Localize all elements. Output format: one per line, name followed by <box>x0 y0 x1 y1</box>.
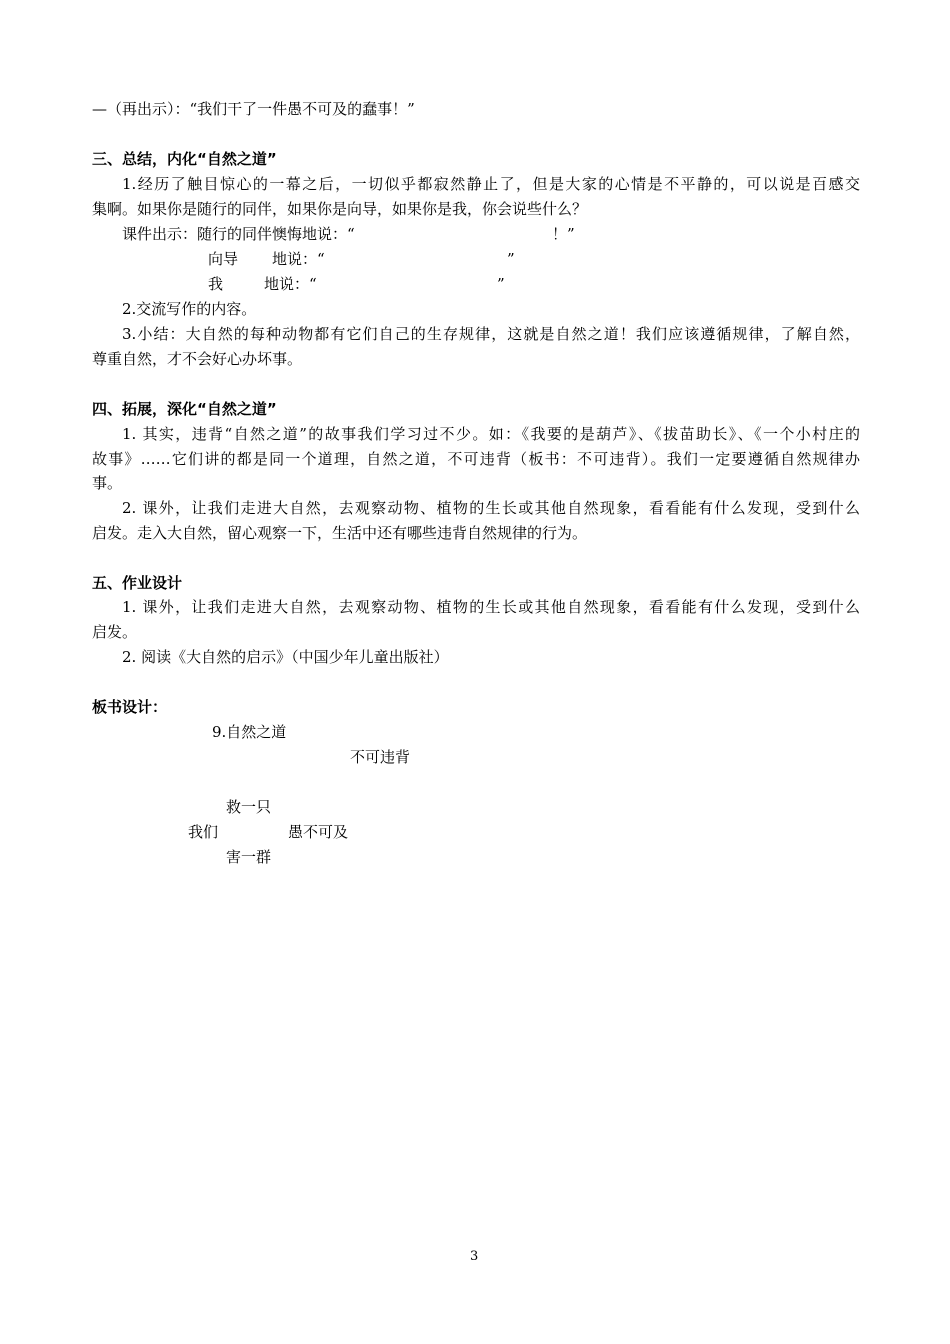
section4-p2-line1: 2. 课外，让我们走进大自然，去观察动物、植物的生长或其他自然现象，看看能有什么发现，受到什么 <box>122 499 860 517</box>
section3-heading: 三、总结，内化“自然之道” <box>92 150 277 168</box>
courseware-line3-end: ” <box>497 275 505 293</box>
courseware-line2-say: 地说：“ <box>272 250 325 268</box>
section3-p3-line2: 尊重自然，才不会好心办坏事。 <box>92 350 303 368</box>
board-harm-group: 害一群 <box>226 848 272 866</box>
section3-p1-line1: 1.经历了触目惊心的一幕之后，一切似乎都寂然静止了，但是大家的心情是不平静的，可以说是百感交 <box>122 175 860 193</box>
intro-line: —（再出示）：“我们干了一件愚不可及的蠢事！” <box>92 100 415 118</box>
section3-p3-line1: 3.小结：大自然的每种动物都有它们自己的生存规律，这就是自然之道！我们应该遵循规律，了解自然， <box>122 325 860 343</box>
section4-p1-line3: 事。 <box>92 474 123 492</box>
section3-p2: 2.交流写作的内容。 <box>122 300 257 318</box>
section4-p1-line1: 1. 其实，违背“自然之道”的故事我们学习过不少。如：《我要的是葫芦》、《拔苗助长》、《一个小村庄的 <box>122 425 860 443</box>
courseware-line1-end: ！” <box>552 225 575 243</box>
section5-heading: 五、作业设计 <box>92 574 183 592</box>
board-foolish: 愚不可及 <box>288 823 349 841</box>
section5-p1-line2: 启发。 <box>92 623 138 641</box>
board-we: 我们 <box>188 823 219 841</box>
courseware-line3-subject: 我 <box>208 275 224 293</box>
section5-p2: 2. 阅读《大自然的启示》（中国少年儿童出版社） <box>122 648 449 666</box>
page-number: 3 <box>470 1249 479 1264</box>
board-heading: 板书设计： <box>92 698 168 716</box>
board-principle: 不可违背 <box>350 748 411 766</box>
section4-heading: 四、拓展，深化“自然之道” <box>92 400 277 418</box>
section4-p1-line2: 故事》……它们讲的都是同一个道理，自然之道，不可违背（板书：不可违背）。我们一定要遵循自然规律办 <box>92 450 860 468</box>
section5-p1-line1: 1. 课外，让我们走进大自然，去观察动物、植物的生长或其他自然现象，看看能有什么发现，受到什么 <box>122 598 860 616</box>
board-save-one: 救一只 <box>226 798 272 816</box>
section3-p1-line2: 集啊。如果你是随行的同伴，如果你是向导，如果你是我，你会说些什么？ <box>92 200 588 218</box>
section4-p2-line2: 启发。走入大自然，留心观察一下，生活中还有哪些违背自然规律的行为。 <box>92 524 588 542</box>
courseware-line2-end: ” <box>507 250 515 268</box>
courseware-line3-say: 地说：“ <box>264 275 317 293</box>
courseware-line2-subject: 向导 <box>208 250 239 268</box>
courseware-line1: 课件出示：随行的同伴懊悔地说：“ <box>122 225 355 243</box>
board-title: 9.自然之道 <box>212 723 287 741</box>
